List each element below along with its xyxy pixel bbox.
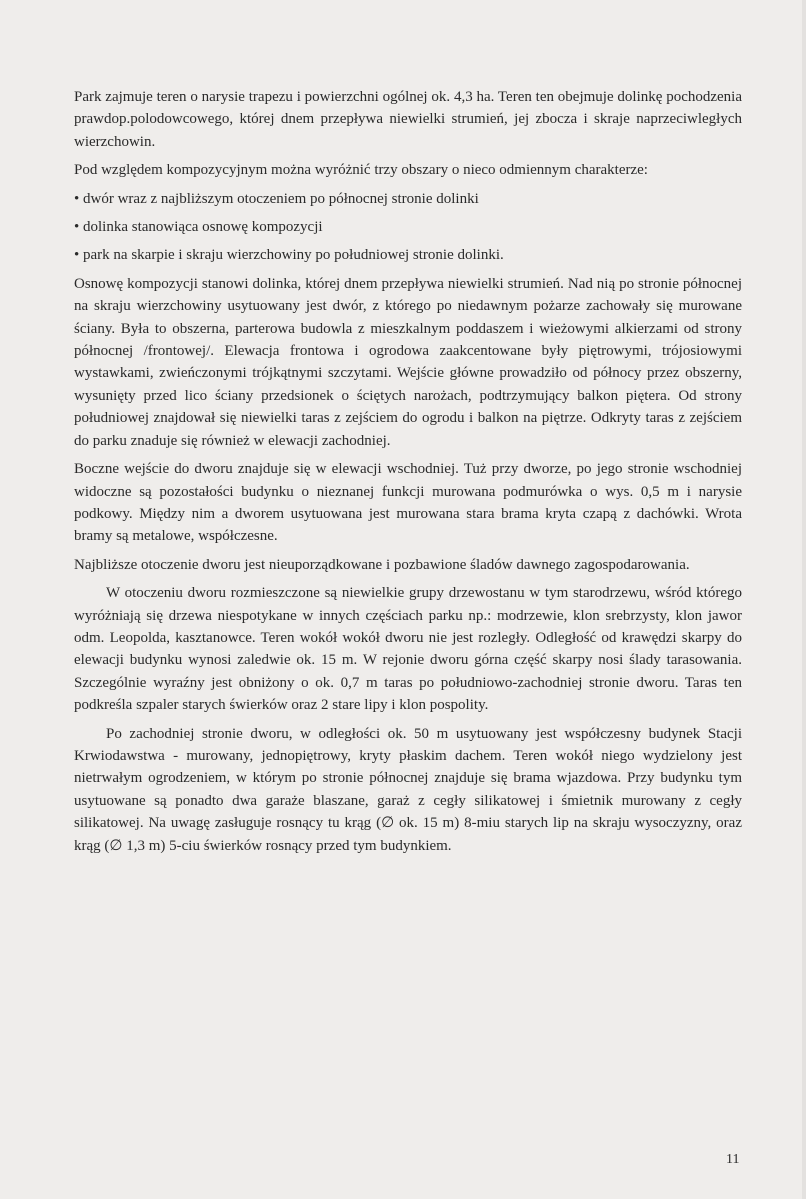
paragraph-trees: W otoczeniu dworu rozmieszczone są niewielkie grupy drzewostanu w tym starodrzewu, wśród którego wyróżniają się drzewa niespotykane w innych częściach parku np.: modrzewie, klon srebrzysty, klon jawor odm. Leopolda, kasztanowce. Teren wokół wokół dworu nie jest rozległy. Odległość od krawędzi skarpy do elewacji budynku wynosi zaledwie ok. 15 m. W rejonie dworu górna część skarpy nosi ślady tarasowania. Szczególnie wyraźny jest obniżony o ok. 0,7 m taras po południowo-zachodniej stronie dworu. Taras ten podkreśla szpaler starych świerków oraz 2 stare lipy i klon pospolity. <box>74 585 742 714</box>
paragraph-composition: Pod względem kompozycyjnym można wyróżnić trzy obszary o nieco odmiennym charakterze: <box>74 162 648 179</box>
paragraph-surroundings: Najbliższe otoczenie dworu jest nieuporządkowane i pozbawione śladów dawnego zagospodarowania. <box>74 556 690 573</box>
paragraph-intro: Park zajmuje teren o narysie trapezu i powierzchni ogólnej ok. 4,3 ha. Teren ten obejmuje dolinkę pochodzenia prawdop.polodowcowego, której dnem przepływa niewielki strumień, jej zbocza i skraje naprzeciwległych wierzchowin. <box>74 89 742 150</box>
paragraph-blood-station: Po zachodniej stronie dworu, w odległości ok. 50 m usytuowany jest współczesny budynek Stacji Krwiodawstwa - murowany, jednopiętrowy, kryty płaskim dachem. Teren wokół niego wydzielony jest nietrwałym ogrodzeniem, w którym po stronie północnej znajduje się brama wjazdowa. Przy budynku tym usytuowane są ponadto dwa garaże blaszane, garaż z cegły silikatowej i śmietnik murowany z cegły silikatowej. Na uwagę zasługuje rosnący tu krąg (∅ ok. 15 m) 8-miu starych lip na skraju wysoczyzny, oraz krąg (∅ 1,3 m) 5-ciu świerków rosnący przed tym budynkiem. <box>74 725 742 854</box>
page-number: 11 <box>726 1152 740 1167</box>
paragraph-side-entrance: Boczne wejście do dworu znajduje się w elewacji wschodniej. Tuż przy dworze, po jego stronie wschodniej widoczne są pozostałości budynku o nieznanej funkcji murowana podmurówka o wys. 0,5 m i narysie podkowy. Między nim a dworem usytuowana jest murowana stara brama kryta czapą z dachówki. Wrota bramy są metalowe, współczesne. <box>74 461 742 545</box>
bullet-item-valley: • dolinka stanowiąca osnowę kompozycji <box>74 216 742 238</box>
bullet-item-manor: • dwór wraz z najbliższym otoczeniem po północnej stronie dolinki <box>74 188 742 210</box>
paragraph-manor-description: Osnowę kompozycji stanowi dolinka, której dnem przepływa niewielki strumień. Nad nią po stronie północnej na skraju wierzchowiny usytuowany jest dwór, z którego po niedawnym pożarze zachowały się murowane ściany. Była to obszerna, parterowa budowla z mieszkalnym poddaszem i wieżowymi alkierzami od strony północnej /frontowej/. Elewacja frontowa i ogrodowa zaakcentowane były piętrowymi, trójosiowymi wystawkami, zwieńczonymi trójkątnymi szczytami. Wejście główne prowadziło od północy przez obszerny, wysunięty przed lico ściany przedsionek o ściętych narożach, podtrzymujący balkon piętera. Od strony południowej znajdował się niewielki taras z zejściem do ogrodu i balkon na piętrze. Odkryty taras z zejściem do parku znaduje się również w elewacji zachodniej. <box>74 275 742 449</box>
page-body <box>74 86 742 857</box>
bullet-item-park: • park na skarpie i skraju wierzchowiny po południowej stronie dolinki. <box>74 244 742 266</box>
page-edge <box>802 0 806 1199</box>
